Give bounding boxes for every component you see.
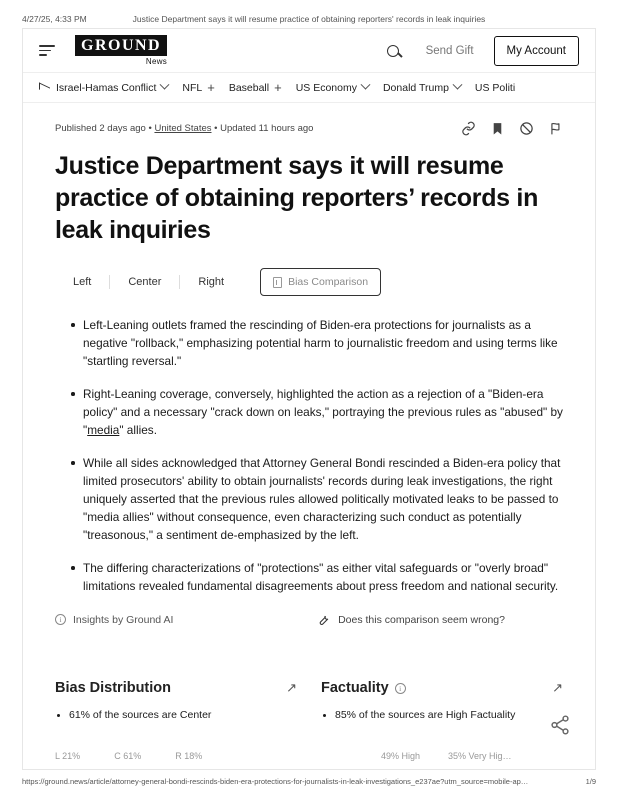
print-footer xyxy=(0,777,618,786)
flag-icon[interactable] xyxy=(548,121,563,136)
chevron-down-icon xyxy=(452,80,462,90)
send-gift-button[interactable]: Send Gift xyxy=(425,44,474,57)
tab-center[interactable]: Center xyxy=(128,276,162,288)
legend-very-high: 35% Very Hig… xyxy=(448,751,512,761)
info-icon: i xyxy=(55,614,66,625)
card-summary: 61% of the sources are Center xyxy=(55,708,297,723)
media-link[interactable]: media xyxy=(87,423,120,437)
card-title: Factuality xyxy=(321,680,389,696)
factuality-legend xyxy=(321,751,563,761)
page-title: Justice Department says it will resume practice of obtaining reporters’ records in leak inquiries xyxy=(55,152,539,244)
topic-label: NFL xyxy=(182,81,203,94)
expand-arrow-icon[interactable]: ↗ xyxy=(286,680,297,695)
topic-donald-trump[interactable] xyxy=(383,82,461,94)
print-doc-title: Justice Department says it will resume practice of obtaining reporters' records in leak inquiries xyxy=(132,14,486,24)
article-meta-row xyxy=(55,121,563,136)
updated-text: • Updated 11 hours ago xyxy=(211,123,314,134)
chevron-down-icon xyxy=(361,80,371,90)
trending-up-icon xyxy=(39,83,51,93)
card-header xyxy=(55,680,297,696)
report-label: Does this comparison seem wrong? xyxy=(338,613,505,626)
bookmark-icon[interactable] xyxy=(490,121,505,136)
article-meta xyxy=(55,123,313,134)
bias-comparison-button[interactable] xyxy=(260,268,381,296)
list-item: While all sides acknowledged that Attorney General Bondi rescinded a Biden-era policy that limited prosecutors' ability to obtain journalists' records during leak investigations, the right uniquely asserted that the previous rules allowed politically motivated leaks to be passed to "media allies" without consequence, even characterizing such conduct as potentially "treasonous," a sentiment de-emphasized by the left. xyxy=(71,454,563,544)
hamburger-icon[interactable] xyxy=(39,45,59,56)
print-timestamp: 4/27/25, 4:33 PM xyxy=(22,14,87,24)
insight-bullet-list xyxy=(55,316,563,595)
topic-israel-hamas-conflict[interactable] xyxy=(39,82,168,94)
topic-label: Donald Trump xyxy=(382,81,449,94)
wrench-icon xyxy=(317,613,330,626)
list-item: Right-Leaning coverage, conversely, highlighted the action as a rejection of a "Biden-era policy" and a necessary "crack down on leaks," portraying the previous rules as "abused" by "media" allies. xyxy=(71,385,563,439)
info-icon[interactable]: i xyxy=(395,683,406,694)
link-icon[interactable] xyxy=(461,121,476,136)
print-page-number: 1/9 xyxy=(585,777,596,786)
article-body xyxy=(23,103,595,632)
topic-label: Israel-Hamas Conflict xyxy=(56,81,157,94)
article-action-icons xyxy=(461,121,563,136)
topic-label: Baseball xyxy=(228,81,270,94)
plus-icon: + xyxy=(274,80,282,95)
topic-strip[interactable] xyxy=(23,73,595,103)
legend-left: L 21% xyxy=(55,751,81,761)
legend-high: 49% High xyxy=(381,751,421,761)
expand-arrow-icon[interactable]: ↗ xyxy=(552,680,563,695)
bias-distribution-card[interactable] xyxy=(55,680,297,761)
insights-row xyxy=(55,613,563,632)
summary-cards xyxy=(23,680,595,761)
legend-center: C 61% xyxy=(114,751,142,761)
published-text: Published 2 days ago • xyxy=(55,123,155,134)
location-link[interactable]: United States xyxy=(154,123,212,134)
legend-right: R 18% xyxy=(175,751,203,761)
my-account-button[interactable]: My Account xyxy=(494,36,579,66)
bias-comparison-label: Bias Comparison xyxy=(288,276,369,288)
factuality-card[interactable] xyxy=(321,680,563,761)
print-header xyxy=(0,12,618,26)
list-item: Left-Leaning outlets framed the rescinding of Biden-era protections for journalists as a negative "rollback," emphasizing potential harm to journalistic freedom and using terms like "startling reversal." xyxy=(71,316,563,370)
insights-by-ground-ai xyxy=(55,614,173,626)
topic-us-politics[interactable] xyxy=(475,82,515,94)
compare-icon xyxy=(273,277,282,288)
bias-legend xyxy=(55,751,297,761)
block-icon[interactable] xyxy=(519,121,534,136)
card-title: Bias Distribution xyxy=(55,680,172,696)
search-icon[interactable] xyxy=(380,38,406,64)
tab-right[interactable]: Right xyxy=(198,276,225,288)
card-header xyxy=(321,680,563,696)
logo-subtitle: News xyxy=(145,57,168,66)
share-icon[interactable] xyxy=(549,714,571,736)
bias-tabs xyxy=(55,268,563,296)
insights-label: Insights by Ground AI xyxy=(73,613,174,626)
card-summary: 85% of the sources are High Factuality xyxy=(321,708,563,723)
browser-page xyxy=(22,28,596,770)
topic-baseball[interactable] xyxy=(229,81,282,94)
topic-nfl[interactable] xyxy=(182,81,214,94)
tab-left[interactable]: Left xyxy=(73,276,92,288)
site-nav xyxy=(23,29,595,73)
topic-label: US Economy xyxy=(295,81,357,94)
print-url: https://ground.news/article/attorney-general-bondi-rescinds-biden-era-protections-for-journalists-in-leak-investigations_e237ae?utm_source=mobile-ap… xyxy=(22,777,529,786)
logo-wordmark: GROUND xyxy=(75,35,167,56)
topic-us-economy[interactable] xyxy=(296,82,369,94)
ground-news-logo[interactable] xyxy=(75,35,167,66)
chevron-down-icon xyxy=(160,80,170,90)
topic-label: US Politi xyxy=(474,81,516,94)
list-item: The differing characterizations of "protections" as either vital safeguards or "overly broad" limitations revealed fundamental disagreements about press freedom and national security. xyxy=(71,559,563,595)
report-comparison-button[interactable] xyxy=(317,613,505,626)
plus-icon: + xyxy=(207,80,215,95)
